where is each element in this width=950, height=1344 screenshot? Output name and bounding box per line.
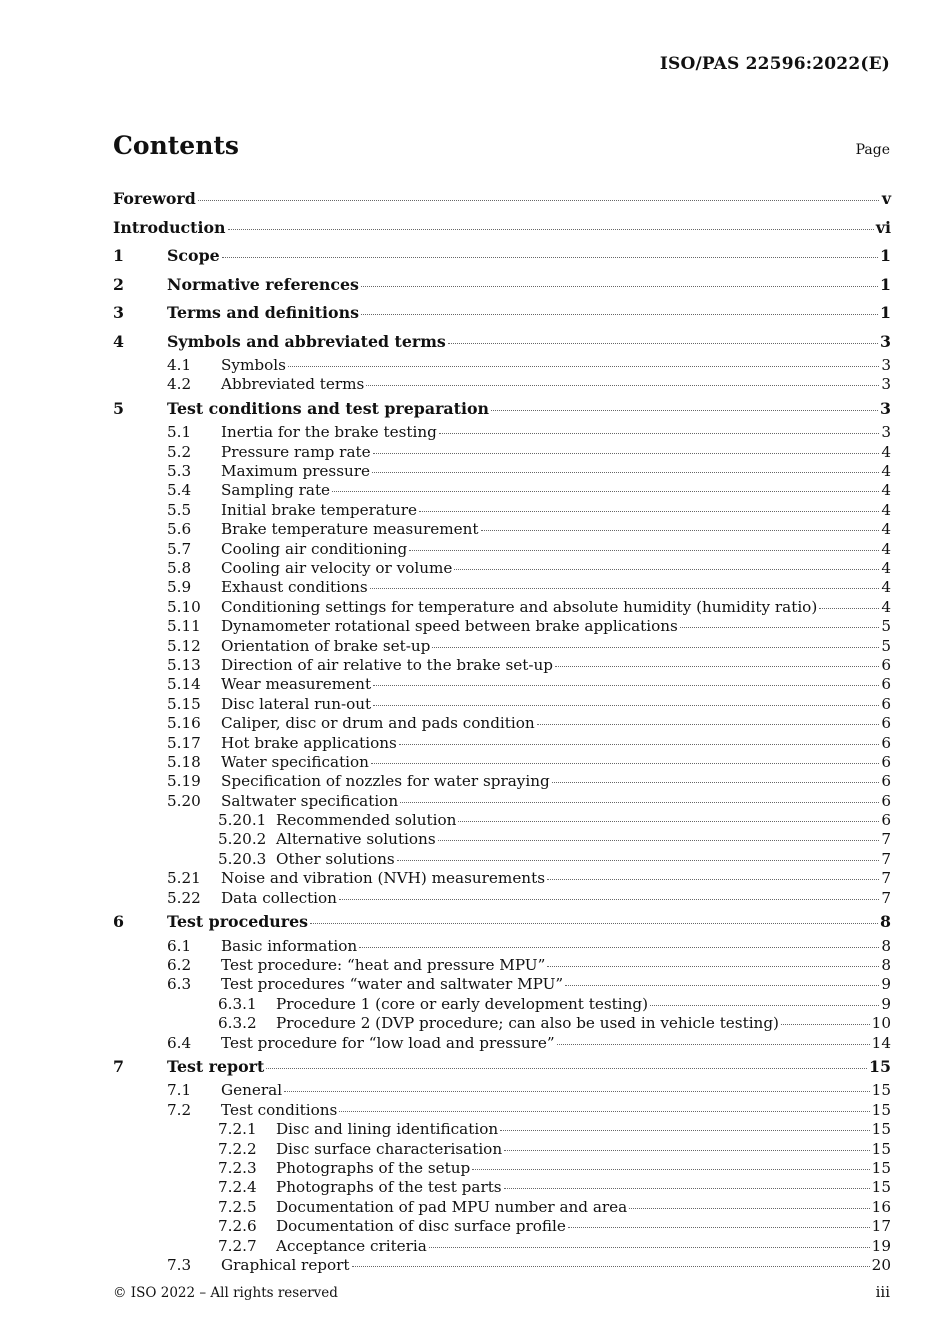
toc-dot-leader [552,782,879,783]
toc-entry-title: Maximum pressure [221,462,371,481]
toc-entry[interactable] [113,637,891,656]
footer-copyright: © ISO 2022 – All rights reserved [113,1285,338,1301]
toc-entry-title: Test procedures “water and saltwater MPU” [221,975,564,994]
toc-entry-number: 6 [113,912,124,932]
toc-dot-leader [547,966,879,967]
toc-entry-page: 6 [881,733,891,752]
toc-entry[interactable] [113,1053,891,1082]
toc-entry-page: 5 [881,617,891,636]
toc-dot-leader [557,1044,870,1045]
toc-entry[interactable] [113,1101,891,1120]
toc-dot-leader [650,1005,879,1006]
toc-dot-leader [339,899,879,900]
contents-title: Contents [113,131,240,160]
toc-entry-number: 7.2.7 [218,1236,257,1255]
toc-entry-page: 4 [881,462,891,481]
toc-entry-title: Saltwater specification [221,791,399,810]
toc-entry-page: 6 [881,655,891,674]
toc-entry-page: 8 [880,912,891,932]
toc-dot-leader [680,627,879,628]
toc-dot-leader [361,286,878,287]
toc-entry-page: 15 [871,1139,891,1158]
toc-entry-title: Graphical report [221,1255,350,1274]
toc-dot-leader [352,1266,870,1267]
toc-entry[interactable] [113,714,891,733]
toc-entry-number: 6.2 [167,955,192,974]
toc-entry-title: Exhaust conditions [221,578,368,597]
toc-entry-title: Orientation of brake set-up [221,636,431,655]
toc-entry-title: Foreword [113,189,196,208]
toc-entry-page: 3 [880,398,891,418]
toc-entry-title: Data collection [221,888,337,907]
toc-entry-title: Specification of nozzles for water spraying [221,772,550,791]
toc-entry-title: Symbols and abbreviated terms [167,331,446,351]
toc-entry[interactable] [113,501,891,520]
toc-entry-number: 5.9 [167,578,192,597]
toc-dot-leader [432,647,879,648]
toc-dot-leader [781,1024,870,1025]
toc-entry[interactable] [113,975,891,994]
toc-entry-title: Photographs of the test parts [276,1178,502,1197]
toc-entry-number: 7.2.3 [218,1158,257,1177]
toc-dot-leader [537,724,879,725]
toc-entry[interactable] [113,937,891,956]
toc-entry-title: Test procedures [167,912,309,932]
toc-dot-leader [568,1227,870,1228]
toc-entry-title: Introduction [113,217,226,237]
toc-entry-number: 5 [113,398,124,418]
toc-entry-title: Initial brake temperature [221,500,418,519]
toc-entry[interactable] [113,956,891,975]
page-column-label: Page [855,142,890,158]
toc-entry[interactable] [113,423,891,442]
toc-entry-number: 6.3 [167,975,192,994]
toc-entry[interactable] [113,830,891,849]
toc-entry-number: 5.4 [167,481,192,500]
toc-entry-number: 1 [113,246,124,265]
toc-dot-leader [373,705,879,706]
toc-entry-number: 2 [113,274,124,294]
toc-entry-page: 4 [881,578,891,597]
toc-entry[interactable] [113,1198,891,1217]
toc-dot-leader [504,1188,870,1189]
toc-entry[interactable] [113,1256,891,1275]
toc-entry-number: 5.22 [167,888,201,907]
toc-entry-title: Test procedure for “low load and pressure” [221,1033,555,1052]
toc-dot-leader [409,550,879,551]
toc-dot-leader [429,1247,870,1248]
toc-dot-leader [359,947,879,948]
toc-entry-number: 5.8 [167,559,192,578]
toc-entry-page: 7 [881,869,891,888]
toc-entry-number: 5.18 [167,752,201,771]
toc-dot-leader [288,366,879,367]
toc-entry-page: 1 [880,274,891,294]
toc-entry-title: Symbols [221,356,286,374]
toc-entry-page: 7 [881,830,891,849]
toc-entry-page: 5 [881,636,891,655]
toc-entry-number: 5.20.3 [218,849,267,868]
toc-entry-title: Test conditions and test preparation [167,398,489,418]
toc-entry[interactable] [113,1081,891,1100]
toc-entry-title: Sampling rate [221,481,331,500]
toc-entry[interactable] [113,734,891,753]
toc-entry-number: 5.10 [167,597,201,616]
toc-entry[interactable] [113,481,891,500]
toc-entry[interactable] [113,242,891,271]
toc-entry-number: 4.1 [167,356,192,374]
toc-dot-leader [458,821,879,822]
toc-entry-number: 6.3.1 [218,994,257,1013]
toc-entry-number: 7.2.6 [218,1217,257,1236]
toc-entry-number: 7.3 [167,1255,192,1274]
toc-entry[interactable] [113,675,891,694]
toc-entry[interactable] [113,1140,891,1159]
toc-entry-title: Dynamometer rotational speed between brake applications [221,617,678,636]
toc-dot-leader [454,569,879,570]
toc-dot-leader [222,257,878,258]
toc-entry-number: 7 [113,1056,124,1076]
toc-entry[interactable] [113,995,891,1014]
toc-entry[interactable] [113,443,891,462]
toc-dot-leader [397,860,879,861]
toc-entry-number: 5.20 [167,791,201,810]
toc-entry-number: 5.16 [167,714,201,733]
toc-entry[interactable] [113,869,891,888]
toc-dot-leader [228,229,874,230]
toc-dot-leader [500,1130,870,1131]
toc-entry[interactable] [113,1159,891,1178]
toc-entry-page: 4 [881,520,891,539]
toc-entry-page: 4 [881,500,891,519]
toc-entry-page: 6 [881,675,891,694]
toc-entry[interactable] [113,908,891,937]
toc-entry-number: 6.3.2 [218,1014,257,1033]
toc-entry-page: 15 [871,1100,891,1119]
toc-entry[interactable] [113,356,891,375]
toc-entry-page: 7 [881,849,891,868]
toc-entry[interactable] [113,889,891,908]
toc-entry-number: 5.20.2 [218,830,267,849]
toc-entry-page: 20 [871,1255,891,1274]
toc-entry-title: Water specification [221,752,369,771]
toc-entry-title: Test report [167,1056,265,1076]
toc-dot-leader [438,840,879,841]
toc-entry-title: Disc and lining identification [276,1120,499,1139]
toc-entry[interactable] [113,1237,891,1256]
toc-entry-page: 1 [880,246,891,265]
toc-entry-title: Scope [167,246,220,265]
toc-entry[interactable] [113,520,891,539]
toc-dot-leader [284,1091,870,1092]
toc-entry-title: General [221,1081,283,1100]
toc-entry-page: v [881,189,891,208]
toc-entry-page: 16 [871,1197,891,1216]
toc-entry-number: 4.2 [167,375,192,394]
toc-entry-number: 7.2.2 [218,1139,257,1158]
toc-dot-leader [198,200,879,201]
toc-entry-page: 15 [871,1158,891,1177]
toc-entry[interactable] [113,395,891,424]
toc-entry-number: 5.15 [167,694,201,713]
toc-entry-title: Alternative solutions [276,830,436,849]
toc-dot-leader [372,472,879,473]
toc-dot-leader [491,410,878,411]
toc-entry[interactable] [113,792,891,811]
toc-entry-title: Terms and definitions [167,303,359,322]
toc-entry-page: 6 [881,811,891,830]
toc-entry-page: 1 [880,303,891,322]
toc-entry-title: Documentation of pad MPU number and area [276,1197,628,1216]
toc-entry[interactable] [113,1120,891,1139]
toc-entry-number: 7.2.1 [218,1120,257,1139]
toc-entry-page: 15 [871,1120,891,1139]
toc-dot-leader [370,588,879,589]
toc-entry-page: 6 [881,714,891,733]
toc-entry-number: 5.14 [167,675,201,694]
toc-entry-page: 4 [881,539,891,558]
toc-dot-leader [547,879,879,880]
footer-page-number: iii [875,1283,890,1301]
toc-entry-page: 6 [881,694,891,713]
toc-entry-title: Recommended solution [276,811,457,830]
toc-entry-page: 4 [881,559,891,578]
toc-dot-leader [366,385,879,386]
toc-entry-page: 8 [881,936,891,955]
toc-entry-title: Cooling air conditioning [221,539,408,558]
toc-dot-leader [361,314,878,315]
toc-entry-number: 5.13 [167,655,201,674]
toc-entry-page: 4 [881,481,891,500]
toc-entry[interactable] [113,695,891,714]
toc-entry-number: 7.2 [167,1100,192,1119]
toc-entry[interactable] [113,598,891,617]
toc-entry-title: Inertia for the brake testing [221,423,437,442]
toc-entry-page: 4 [881,442,891,461]
toc-entry[interactable] [113,462,891,481]
toc-entry-title: Pressure ramp rate [221,442,371,461]
toc-entry-title: Other solutions [276,849,395,868]
toc-entry-title: Direction of air relative to the brake set-up [221,655,553,674]
toc-entry-title: Basic information [221,936,358,955]
toc-entry-page: 3 [881,356,891,374]
toc-entry-number: 5.12 [167,636,201,655]
toc-dot-leader [448,343,878,344]
toc-entry-page: 9 [881,975,891,994]
toc-entry-page: 10 [871,1014,891,1033]
toc-entry[interactable] [113,214,891,243]
toc-entry-number: 7.2.4 [218,1178,257,1197]
toc-dot-leader [266,1068,867,1069]
toc-entry-title: Conditioning settings for temperature and absolute humidity (humidity ratio) [221,597,818,616]
toc-entry-title: Procedure 1 (core or early development testing) [276,994,649,1013]
toc-entry-page: 15 [871,1178,891,1197]
toc-entry-number: 6.1 [167,936,192,955]
toc-entry[interactable] [113,811,891,830]
toc-entry-page: 19 [871,1236,891,1255]
toc-entry[interactable] [113,375,891,394]
toc-dot-leader [819,608,879,609]
toc-dot-leader [472,1169,869,1170]
toc-dot-leader [373,685,879,686]
toc-entry-number: 5.2 [167,442,192,461]
toc-dot-leader [373,453,879,454]
toc-dot-leader [481,530,879,531]
toc-entry-page: 9 [881,994,891,1013]
toc-entry[interactable] [113,271,891,300]
toc-entry-number: 5.5 [167,500,192,519]
toc-dot-leader [339,1111,869,1112]
toc-entry[interactable] [113,850,891,869]
toc-entry-page: 15 [869,1056,891,1076]
toc-entry-page: 6 [881,791,891,810]
toc-entry-title: Test conditions [221,1100,338,1119]
toc-dot-leader [565,985,879,986]
toc-entry-number: 4 [113,331,124,351]
toc-entry-title: Disc surface characterisation [276,1139,503,1158]
toc-entry-title: Normative references [167,274,359,294]
toc-entry-title: Brake temperature measurement [221,520,479,539]
toc-entry-number: 5.7 [167,539,192,558]
toc-entry-page: 7 [881,888,891,907]
toc-entry-page: 8 [881,955,891,974]
toc-dot-leader [400,802,879,803]
toc-entry-number: 5.21 [167,869,201,888]
toc-entry-title: Photographs of the setup [276,1158,471,1177]
toc-entry[interactable] [113,656,891,675]
toc-entry[interactable] [113,185,891,214]
toc-dot-leader [310,923,878,924]
toc-dot-leader [419,511,879,512]
toc-entry[interactable] [113,753,891,772]
toc-entry-page: 14 [871,1033,891,1052]
toc-entry-title: Noise and vibration (NVH) measurements [221,869,545,888]
toc-dot-leader [504,1150,870,1151]
toc-entry-title: Hot brake applications [221,733,397,752]
toc-dot-leader [629,1208,869,1209]
toc-dot-leader [439,433,879,434]
toc-entry-page: 3 [880,331,891,351]
toc-entry-page: 3 [881,375,891,394]
toc-entry-number: 7.1 [167,1081,192,1100]
toc-entry-number: 5.1 [167,423,192,442]
toc-dot-leader [399,744,879,745]
toc-entry-page: 6 [881,772,891,791]
table-of-contents [113,185,891,1275]
toc-entry-number: 5.20.1 [218,811,267,830]
toc-entry[interactable] [113,578,891,597]
toc-entry-page: 6 [881,752,891,771]
toc-entry-number: 6.4 [167,1033,192,1052]
toc-entry-title: Acceptance criteria [276,1236,427,1255]
toc-entry-title: Cooling air velocity or volume [221,559,453,578]
toc-entry-number: 3 [113,303,124,322]
toc-entry[interactable] [113,1034,891,1053]
toc-entry-number: 5.19 [167,772,201,791]
toc-entry[interactable] [113,1014,891,1033]
toc-entry-page: 15 [871,1081,891,1100]
toc-entry-page: 4 [881,597,891,616]
toc-entry-number: 7.2.5 [218,1197,257,1216]
toc-entry-title: Documentation of disc surface profile [276,1217,566,1236]
toc-entry-number: 5.6 [167,520,192,539]
toc-entry-page: vi [875,217,891,237]
toc-dot-leader [332,491,879,492]
toc-entry-page: 3 [881,423,891,442]
toc-entry[interactable] [113,772,891,791]
toc-entry-title: Wear measurement [221,675,372,694]
toc-entry-number: 5.3 [167,462,192,481]
toc-dot-leader [555,666,879,667]
toc-entry-number: 5.11 [167,617,201,636]
toc-entry-title: Disc lateral run-out [221,694,372,713]
toc-entry-number: 5.17 [167,733,201,752]
toc-entry-title: Test procedure: “heat and pressure MPU” [221,955,546,974]
toc-entry[interactable] [113,559,891,578]
toc-dot-leader [371,763,879,764]
toc-entry[interactable] [113,299,891,328]
toc-entry[interactable] [113,1217,891,1236]
toc-entry-title: Caliper, disc or drum and pads condition [221,714,535,733]
toc-entry-title: Abbreviated terms [221,375,365,394]
toc-entry-title: Procedure 2 (DVP procedure; can also be used in vehicle testing) [276,1014,779,1033]
document-id: ISO/PAS 22596:2022(E) [659,54,890,74]
toc-entry[interactable] [113,617,891,636]
toc-entry[interactable] [113,540,891,559]
toc-entry-page: 17 [871,1217,891,1236]
toc-entry[interactable] [113,328,891,357]
toc-entry[interactable] [113,1178,891,1197]
